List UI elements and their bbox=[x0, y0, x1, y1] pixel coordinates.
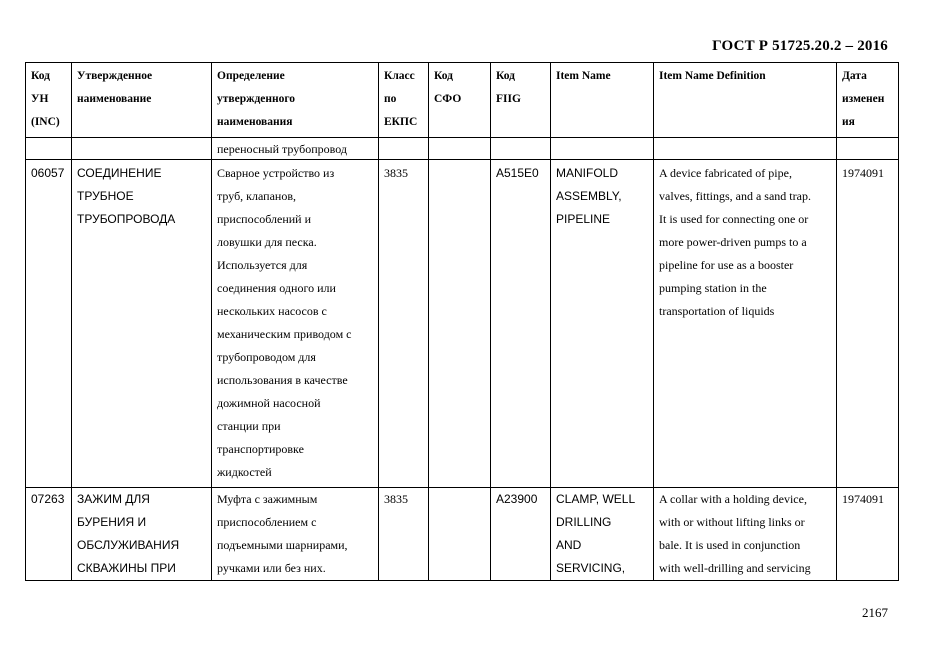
column-header-class: Класс по ЕКПС bbox=[379, 63, 429, 138]
cell-inc: 07263 bbox=[26, 488, 72, 581]
table-cell bbox=[429, 138, 491, 160]
cell-sfo bbox=[429, 488, 491, 581]
cell-definition-ru: Сварное устройство из труб, клапанов, приспособлений и ловушки для песка. Используется для соединения одного или нескольких насосов с механическим приводом с трубопроводом для использования в качестве дожимной насосной станции при транспортировке жидкостей bbox=[212, 160, 379, 488]
column-header-inc: Код УН (INC) bbox=[26, 63, 72, 138]
cell-item-name: MANIFOLD ASSEMBLY, PIPELINE bbox=[551, 160, 654, 488]
cell-class: 3835 bbox=[379, 488, 429, 581]
table-row bbox=[26, 160, 899, 488]
cell-approved-name: СОЕДИНЕНИЕ ТРУБНОЕ ТРУБОПРОВОДА bbox=[72, 160, 212, 488]
cell-date: 1974091 bbox=[837, 160, 899, 488]
cell-fiig: A23900 bbox=[491, 488, 551, 581]
cell-inc: 06057 bbox=[26, 160, 72, 488]
table-cell bbox=[654, 138, 837, 160]
table-row-carry-over bbox=[26, 138, 899, 160]
column-header-approved-name: Утвержденное наименование bbox=[72, 63, 212, 138]
cell-fiig: A515E0 bbox=[491, 160, 551, 488]
cell-date: 1974091 bbox=[837, 488, 899, 581]
table-row bbox=[26, 488, 899, 581]
column-header-sfo: Код СФО bbox=[429, 63, 491, 138]
page-number: 2167 bbox=[862, 605, 888, 620]
table-cell bbox=[837, 138, 899, 160]
column-header-definition: Определение утвержденного наименования bbox=[212, 63, 379, 138]
table-cell bbox=[551, 138, 654, 160]
cell-definition-ru: Муфта с зажимным приспособлением с подъемными шарнирами, ручками или без них. bbox=[212, 488, 379, 581]
table-cell bbox=[491, 138, 551, 160]
document-title: ГОСТ Р 51725.20.2 – 2016 bbox=[712, 38, 888, 54]
carry-over-definition: переносный трубопровод bbox=[212, 138, 379, 160]
cell-class: 3835 bbox=[379, 160, 429, 488]
column-header-item-name: Item Name bbox=[551, 63, 654, 138]
nomenclature-table bbox=[25, 62, 899, 581]
column-header-date: Дата изменен ия bbox=[837, 63, 899, 138]
cell-item-definition: A collar with a holding device, with or without lifting links or bale. It is used in conjunction with well-drilling and servicing bbox=[654, 488, 837, 581]
cell-item-definition: A device fabricated of pipe, valves, fittings, and a sand trap. It is used for connecting one or more power-driven pumps to a pipeline for use as a booster pumping station in the transportation of liquids bbox=[654, 160, 837, 488]
cell-item-name: CLAMP, WELL DRILLING AND SERVICING, bbox=[551, 488, 654, 581]
cell-sfo bbox=[429, 160, 491, 488]
table-cell bbox=[26, 138, 72, 160]
column-header-item-definition: Item Name Definition bbox=[654, 63, 837, 138]
column-header-fiig: Код FIIG bbox=[491, 63, 551, 138]
table-cell bbox=[379, 138, 429, 160]
table-header-row bbox=[26, 63, 899, 138]
table-cell bbox=[72, 138, 212, 160]
cell-approved-name: ЗАЖИМ ДЛЯ БУРЕНИЯ И ОБСЛУЖИВАНИЯ СКВАЖИНЫ ПРИ bbox=[72, 488, 212, 581]
